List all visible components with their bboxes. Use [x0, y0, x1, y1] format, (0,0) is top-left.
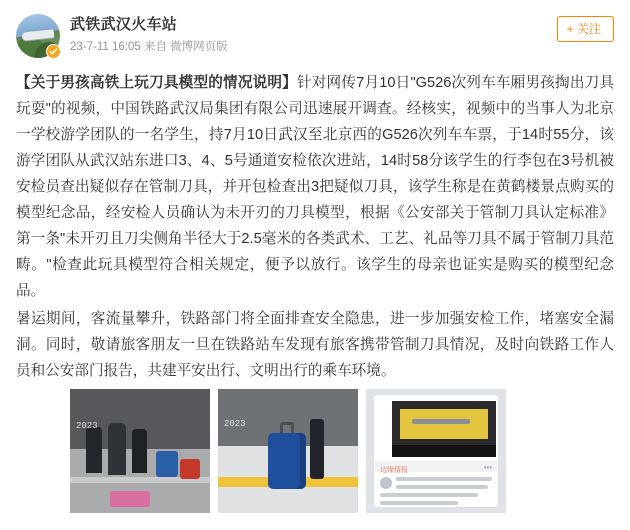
photo3-image-caption-bar — [392, 445, 496, 457]
post-paragraph-1 — [16, 70, 614, 304]
post-headline: 【关于男孩高铁上玩刀具模型的情况说明】 — [16, 75, 297, 91]
photo1-person-1 — [86, 427, 102, 473]
photo2-timestamp-overlay: 2023 — [224, 419, 246, 429]
post-body — [16, 70, 614, 384]
station-security-check-photo[interactable] — [70, 389, 210, 513]
username[interactable]: 武铁武汉火车站 — [70, 16, 178, 33]
photo3-knife-shape — [412, 419, 470, 424]
avatar[interactable] — [16, 14, 60, 58]
photo3-text-line-3 — [380, 493, 478, 497]
photo3-phone-screen — [374, 395, 498, 507]
photo3-text-line-2 — [396, 485, 488, 489]
photo3-avatar — [380, 477, 392, 489]
post-image-gallery — [70, 389, 506, 513]
more-icon: ••• — [483, 463, 492, 472]
post-paragraph-2: 暑运期间，客流量攀升，铁路部门将全面排查安全隐患，进一步加强安检工作，堵塞安全漏洞。同时，敬请旅客朋友一旦在铁路站车发现有旅客携带管制刀具情况，及时向铁路工作人员和公安部门报告，共建平安出行、文明出行的乘车环境。 — [16, 311, 614, 379]
photo1-timestamp-overlay: 2023 — [76, 421, 98, 431]
photo1-bag-2 — [180, 459, 200, 479]
photo3-inner-image — [392, 401, 496, 457]
photo3-caption: 边缘情报 — [380, 467, 408, 474]
avatar-train-shape — [22, 29, 55, 40]
photo2-suitcase — [268, 433, 306, 489]
photo1-box — [110, 491, 150, 507]
post-header — [16, 14, 614, 60]
post-paragraph-1-rest: 针对网传7月10日"G526次列车车厢男孩掏出刀具玩耍"的视频，中国铁路武汉局集团有限公司迅速展开调查。经核实，视频中的当事人为北京一学校游学团队的一名学生，持7月10日武汉至北京西的G526次列车车票，于14时55分，该游学团队从武汉站东进口3、4、5号通道安检依次进站，14时58分该学生的行李包在3号机被安检员查出疑似存在管制刀具，并开包检查出3把疑似刀具，该学生称是在黄鹤楼景点购买的模型纪念品，经安检人员确认为未开刃的刀具模型，根据《公安部关于管制刀具认定标准》第一条"未开刃且刀尖侧角半径大于2.5毫米的各类武术、工艺、礼品等刀具不属于管制刀具范畴。"检查此玩具模型符合相关规定，便予以放行。该学生的母亲也证实是购买的模型纪念品。 — [16, 75, 614, 299]
post-source-prefix: 来自 — [143, 41, 167, 53]
post-header-text — [70, 14, 557, 55]
post-source[interactable]: 微博网页版 — [170, 41, 228, 53]
photo3-text-line-1 — [396, 477, 492, 481]
photo3-yellow-panel — [400, 409, 488, 439]
verified-icon — [46, 44, 61, 59]
follow-button[interactable]: + 关注 — [557, 16, 614, 42]
post-meta — [70, 40, 557, 55]
photo3-text-line-4 — [380, 501, 458, 505]
weibo-screenshot-photo[interactable] — [366, 389, 506, 513]
photo1-bag-1 — [156, 451, 178, 477]
photo2-person-leg — [310, 419, 324, 479]
blue-suitcase-photo[interactable] — [218, 389, 358, 513]
photo1-person-2 — [108, 423, 126, 475]
photo1-person-3 — [132, 429, 147, 473]
post-timestamp: 23-7-11 16:05 — [70, 41, 141, 53]
